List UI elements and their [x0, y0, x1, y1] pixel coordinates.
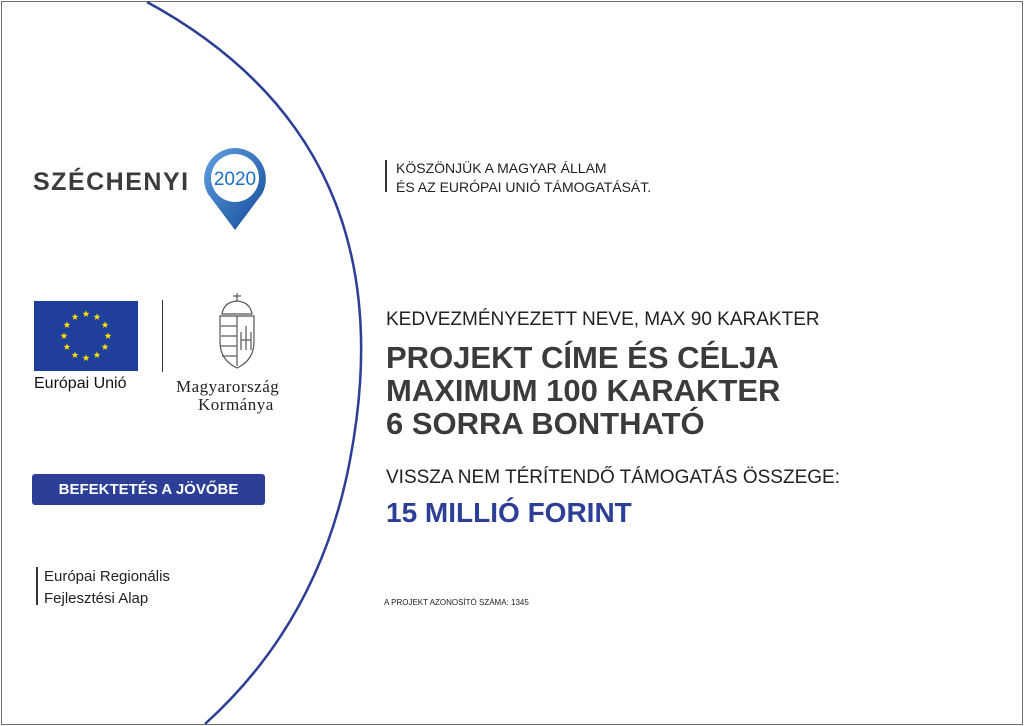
grant-value: 15 MILLIÓ FORINT: [386, 497, 632, 528]
government-line1: Magyarország: [176, 377, 280, 396]
thanks-line1: KÖSZÖNJÜK A MAGYAR ÁLLAM: [396, 160, 607, 176]
grant-label: VISSZA NEM TÉRÍTENDŐ TÁMOGATÁS ÖSSZEGE:: [386, 467, 840, 488]
logo-year: 2020: [213, 169, 257, 190]
thanks-line2: ÉS AZ EURÓPAI UNIÓ TÁMOGATÁSÁT.: [396, 179, 652, 195]
szechenyi-wordmark: SZÉCHENYI: [33, 168, 190, 196]
logo-divider: [162, 300, 163, 372]
hungarian-coat-of-arms-icon: [216, 292, 258, 370]
project-title-line: MAXIMUM 100 KARAKTER: [386, 373, 781, 408]
eu-label: Európai Unió: [34, 375, 127, 392]
project-title-line: 6 SORRA BONTHATÓ: [386, 406, 705, 441]
government-line2: Kormánya: [198, 395, 274, 414]
fund-line2: Fejlesztési Alap: [44, 590, 149, 607]
fund-line1: Európai Regionális: [44, 568, 170, 585]
eu-flag-icon: [34, 301, 138, 371]
project-title-line: PROJEKT CÍME ÉS CÉLJA: [386, 340, 779, 375]
location-pin-icon: [202, 146, 268, 232]
thanks-bar: [385, 160, 387, 192]
fund-bar: [36, 567, 38, 605]
project-id: A PROJEKT AZONOSÍTÓ SZÁMA: 1345: [384, 598, 529, 607]
invest-in-future-button[interactable]: BEFEKTETÉS A JÖVŐBE: [32, 474, 265, 505]
beneficiary-name: KEDVEZMÉNYEZETT NEVE, MAX 90 KARAKTER: [386, 309, 820, 330]
